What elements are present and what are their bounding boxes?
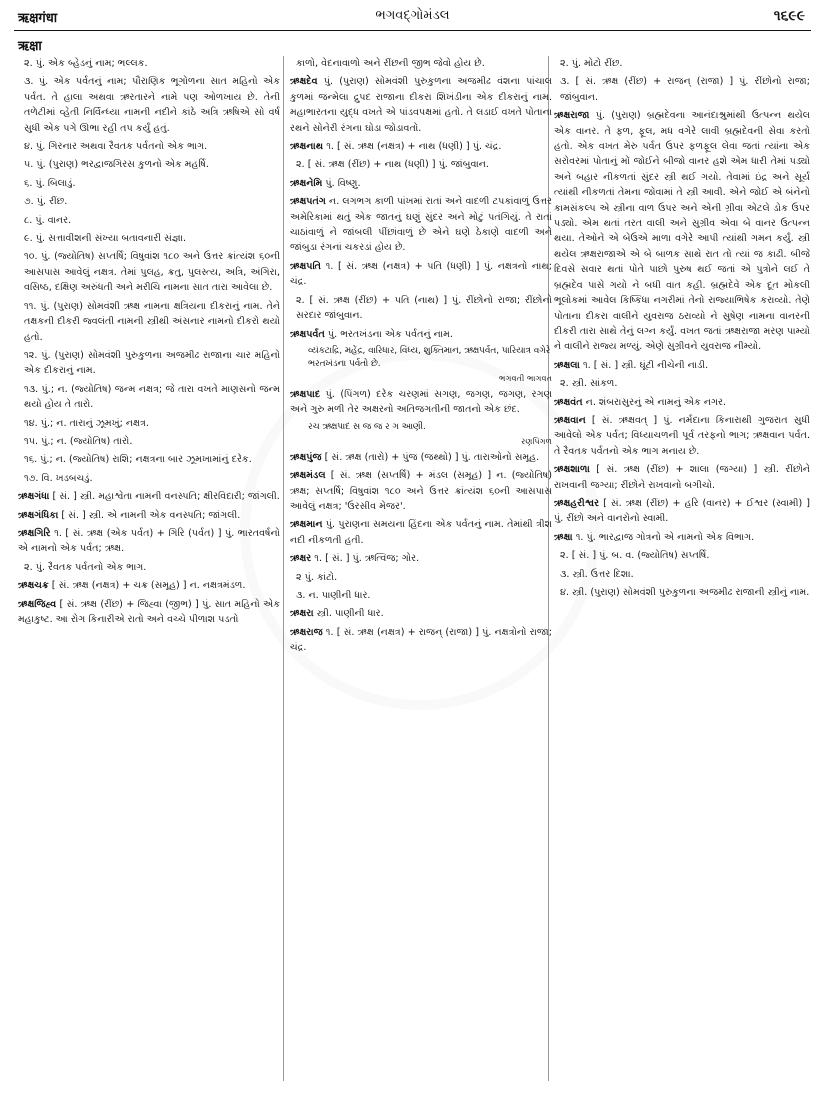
- entry-sense: [18, 157, 280, 172]
- headword: ઋક્ષજિહ્વ: [18, 598, 57, 610]
- definition-text: ૧. [ સં. ઋક્ષ (નક્ષત્ર) + નાથ (ધણી) ] પું. ચંદ્ર.: [323, 141, 502, 153]
- page-header: [0, 0, 825, 34]
- entry-sense: [18, 139, 280, 154]
- definition-text: ૨. [ સં. ] પું. બ. વ. (જ્યોતિષ) સપ્તર્ષિ.: [560, 550, 710, 562]
- column-3: [554, 56, 810, 1081]
- dictionary-entry: [290, 74, 552, 136]
- definition-text: ૧. પું. ભારદ્વાજ ગોત્રનો એ નામનો એક વિભાગ.: [572, 531, 755, 543]
- headword: ઋક્ષરા: [290, 608, 314, 620]
- dictionary-entry: [554, 108, 810, 355]
- headword: ઋક્ષરાજ: [290, 626, 323, 638]
- dictionary-entry: [290, 468, 552, 514]
- entry-sense: [18, 299, 280, 345]
- entry-sense: [18, 560, 280, 575]
- dictionary-entry: [290, 176, 552, 191]
- dictionary-title: ભગવદ્ગોમંડલ: [375, 8, 450, 23]
- definition-text: પું. ભરતખંડના એક પર્વતનું નામ.: [324, 328, 453, 340]
- definition-text: ૧૬. પું.; ન. (જ્યોતિષ) રાશિ; નક્ષત્રના બાર ઝૂમખામાંનું દરેક.: [24, 454, 252, 466]
- headword: ઋક્ષશાળા: [554, 464, 590, 476]
- definition-text: ૧૦. પું. (જ્યોતિષ) સપ્તર્ષિ; વિષુવાંશ ૧૮૦ અને ઉત્તર ક્રાંત્યંશ ૬૦ની આસપાસ આવેલું નક્ષત્ર. તેમાં પુલહ, ક્રતુ, પુલસ્ત્ય, અત્રિ, અંગિરા, વસિષ્ઠ, દક્ષિણ અરુંધતી અને મરીચિ નામના સાત તારા આવેલા છે.: [24, 251, 280, 294]
- definition-text: ૨. સ્ત્રી. સાંકળ.: [560, 378, 618, 390]
- dictionary-entry: [290, 139, 552, 154]
- definition-text: ૪. સ્ત્રી. (પુરાણ) સોમવંશી પુરુકુળના અજમીઢ રાજાની સ્ત્રીનું નામ.: [560, 587, 810, 598]
- dictionary-entry: [18, 578, 280, 593]
- column-1: [18, 56, 280, 1081]
- dictionary-entry: [290, 194, 552, 256]
- definition-text: ૧૭. વિ. ખડબચડું.: [24, 472, 93, 484]
- entry-sense: [554, 567, 810, 582]
- entry-sense: [290, 588, 552, 603]
- dictionary-entry: [18, 508, 280, 523]
- definition-text: ૭. પું. રીંછ.: [24, 196, 68, 208]
- dictionary-entry: [18, 489, 280, 504]
- definition-text: ૧૫. પું.; ન. (જ્યોતિષ) તારો.: [24, 435, 133, 447]
- dictionary-entry: [18, 597, 280, 628]
- headword: ઋક્ષનાથ: [290, 141, 324, 153]
- entry-sense: [554, 56, 810, 71]
- headword: ઋક્ષપતંગ: [290, 196, 326, 208]
- dictionary-entry: [290, 327, 552, 342]
- dictionary-entry: [554, 395, 810, 410]
- citation-quote: વ્યંકટાદ્રિ, મહેંદ્ર, વારિધાર, વિંધ્ય, શુક્તિમાન, ઋક્ષપર્વત, પારિયાત્ર વગેરે ભરતખંડના પર્વતો છે.: [308, 345, 551, 369]
- headword: ઋક્ષરાજા: [554, 110, 590, 122]
- entry-sense: [290, 293, 552, 324]
- headword: ઋક્ષપર્વત: [290, 328, 325, 340]
- entry-sense: [290, 570, 552, 585]
- definition-text: [ સં. ઋક્ષ (સપ્તર્ષિ) + મંડલ (સમૂહ) ] ન. (જ્યોતિષ) ઋક્ષ; સપ્તર્ષિ; વિષુવાંશ ૧૮૦ અને ઉત્તર ક્રાંત્યંશ ૬૦ની આસપાસ આવેલું નક્ષત્ર; 'ઉરસીવ મેજર'.: [290, 470, 552, 512]
- definition-text: ૯. પું. સત્તાવીશની સંખ્યા બતાવનારી સંજ્ઞા.: [24, 233, 187, 245]
- guide-word-left: ऋक्षगंधा: [18, 11, 58, 26]
- header-rule: [14, 30, 811, 31]
- entry-sense: [18, 176, 280, 191]
- definition-text: ન. શંબરાસુરનું એ નામનું એક નગર.: [582, 396, 727, 408]
- definition-text: ૫. પું. (પુરાણ) ભરદ્વાજગિરસ કુળનો એક મહર્ષિ.: [24, 159, 209, 171]
- definition-text: ૧૩. પું.; ન. (જ્યોતિષ) જન્મ નક્ષત્ર; જે તારા વખતે માણસનો જન્મ થયો હોય તે તારો.: [24, 383, 280, 411]
- headword: ઋક્ષગિરિ: [18, 527, 51, 539]
- entry-sense: [290, 157, 552, 172]
- column-2: [290, 56, 552, 1081]
- definition-text: ૩. ન. પાણીની ધાર.: [296, 589, 371, 601]
- definition-text: [ સં. ઋક્ષ (રીંછ) + શાલા (જગ્યા) ] સ્ત્રી. રીંછોને રાખવાની જગ્યા; રીંછોને રાખવાનો બગીચો.: [554, 464, 810, 491]
- definition-text: ૨ પું. કાંટો.: [296, 571, 338, 583]
- headword: ઋક્ષગંધિકા: [18, 509, 59, 521]
- definition-text: ૨. [ સં. ઋક્ષ (રીંછ) + નાથ (ધણી) ] પું. જાંબુવાન.: [296, 159, 489, 171]
- dictionary-entry: [554, 358, 810, 373]
- headword: ઋક્ષગંધા: [18, 491, 50, 503]
- dictionary-entry: [290, 387, 552, 418]
- dictionary-entry: [554, 413, 810, 459]
- dictionary-entry: [554, 530, 810, 545]
- dictionary-entry: [554, 496, 810, 527]
- headword: ઋક્ષવંત: [554, 396, 583, 408]
- definition-text: ૧૨. પું. (પુરાણ) સોમવંશી પુરુકુળના અજમીઢ રાજાના ચાર મહિનો એક દીકરાનું નામ.: [24, 349, 280, 377]
- definition-text: પું. (પુરાણ) સોમવંશી પુરુકુળના અજમીઢ વંશના પાંચાલ કુળમાં જન્મેલા દ્રુપદ રાજાના દીકરા શિખંડીના એક દીકરાનું નામ. મહાભારતના યુદ્ધ વખતે એ પાંડવપક્ષમાં હતો. તે લડાઈ વખતે પોતાના રથને સોનેરી રંગના ઘોડા જોડાવતો.: [290, 76, 552, 134]
- definition-text: ૧. [ સં. ઋક્ષ (એક પર્વત) + ગિરિ (પર્વત) ] પું. ભારતવર્ષનો એ નામનો એક પર્વત; ઋક્ષ.: [18, 527, 280, 555]
- headword: ઋક્ષદેવ: [290, 76, 318, 88]
- definition-text: ૧૪. પું.; ન. તારાનું ઝૂમખું; નક્ષત્ર.: [24, 417, 149, 429]
- definition-text: ૨. પું. મોટો રીંછ.: [560, 58, 623, 69]
- definition-text: ૬. પું. બિલાડું.: [24, 177, 76, 189]
- definition-text: ૧. [ સં. ઋક્ષ (નક્ષત્ર) + પતિ (ધણી) ] પું. નક્ષત્રનો નાથ; ચંદ્ર.: [290, 260, 552, 288]
- definition-text: [ સં. ] સ્ત્રી. મહાશ્વેતા નામની વનસ્પતિ; ક્ષીરવિદારી; જાંગલી.: [49, 491, 280, 503]
- headword: ઋક્ષચક્ર: [18, 580, 49, 592]
- entry-sense: [18, 213, 280, 228]
- definition-text: [ સં. ઋક્ષ (નક્ષત્ર) + ચક્ર (સમૂહ) ] ન. નક્ષત્રમંડળ.: [48, 580, 246, 592]
- entry-sense: [18, 434, 280, 449]
- headword: ઋક્ષલા: [554, 359, 580, 371]
- headword: ઋક્ષમાન: [290, 519, 323, 531]
- dictionary-entry: [290, 625, 552, 656]
- entry-sense: [554, 74, 810, 105]
- entry-sense: [18, 56, 280, 71]
- entry-sense: [554, 548, 810, 563]
- headword: ઋક્ષર: [290, 553, 312, 565]
- entry-sense: [554, 376, 810, 391]
- dictionary-columns: [18, 56, 810, 1081]
- entry-sense: [290, 56, 552, 71]
- definition-text: પું. વિષ્ણુ.: [322, 177, 361, 189]
- definition-text: ૧. [ સં. ] સ્ત્રી. ઘૂંટી નીચેની નાડી.: [579, 359, 709, 371]
- definition-text: [ સં. ઋક્ષ (તારો) + પુંજ (જથ્થો) ] પું. તારાઓનો સમૂહ.: [321, 451, 540, 463]
- entry-sense: [18, 249, 280, 295]
- definition-text: [ સં. ] સ્ત્રી. એ નામની એક વનસ્પતિ; જાંગલી.: [58, 509, 241, 521]
- definition-text: ૮. પું. વાનર.: [24, 214, 72, 226]
- page-number: ૧૬૯૯: [773, 8, 805, 24]
- definition-text: ૩. પું. એક પર્વતનું નામ; પૌરાણિક ભૂગોળના સાત મહિનો એક પર્વત. તે હાલા અથવા ઋરતારને નામે પણ ઓળખાય છે. તેની તળેટીમાં વ્હેતી નિર્વિન્ધ્યા નામની નદીને કાંઠે અત્રિ ઋષિએ સો વર્ષ સુધી એક પગે ઊભા રહી તપ કર્યું હતું.: [24, 76, 280, 134]
- headword: ઋક્ષવાન: [554, 414, 586, 426]
- entry-sense: [18, 74, 280, 136]
- definition-text: ન. લગભગ કાળી પાંખમાં રાતાં અને વાદળી ટપકાંવાળું ઉત્તર અમેરિકામાં થતું એક જાતનું ઘણું સુંદર અને મોટું પતંગિયું. તે રાતાં ચાઠાંવાળું ને જાંબલી પીંછાંવાળું છે એને ઘણે ઠેકાણે વાદળી અને જાંબુડા રંગનાં ચકરડાં હોય છે.: [290, 196, 552, 254]
- definition-text: ૧. [ સં. ] પું. ઋત્વિજ; ગોર.: [311, 553, 420, 565]
- dictionary-entry: [290, 606, 552, 621]
- definition-text: કાળો, વેદનાવાળો અને રીંછની જીભ જેવો હોય છે.: [296, 58, 485, 69]
- definition-text: ૨. [ સં. ઋક્ષ (રીંછ) + પતિ (નાથ) ] પું. રીંછોનો રાજા; રીંછોનો સરદાર જાંબુવાન.: [296, 294, 552, 322]
- entry-sense: [18, 348, 280, 379]
- entry-sense: [18, 471, 280, 486]
- dictionary-entry: [290, 551, 552, 566]
- definition-text: ૪. પું. ગિરનાર અથવા રૈવતક પર્વતનો એક ભાગ.: [24, 141, 208, 153]
- definition-text: ૧. [ સં. ઋક્ષ (નક્ષત્ર) + રાજન્ (રાજા) ] પું. નક્ષત્રોનો રાજા; ચંદ્ર.: [290, 626, 552, 654]
- definition-text: ૧૧. પું. (પુરાણ) સોમવંશી ઋક્ષ નામના ક્ષત્રિયના દીકરાનું નામ. તેને તક્ષકની દીકરી જ્વલંતી નામની સ્ત્રીથી અંસનાર નામનો દીકરો થયો હતો.: [24, 300, 280, 343]
- definition-text: ૨. પું. એક બ્હેડનું નામ; ભલ્લક.: [24, 58, 148, 69]
- entry-sense: [554, 585, 810, 600]
- headword: ઋક્ષા: [554, 531, 573, 543]
- dictionary-entry: [18, 526, 280, 557]
- definition-text: [ સં. ઋક્ષ (રીંછ) + હરિ (વાનર) + ઈશ્વર (સ્વામી) ] પું. રીંછો અને વાનરોનો સ્વામી.: [554, 497, 810, 525]
- definition-text: પું. પુરાણના સમયના હિંદના એક પર્વતનું નામ. તેમાંથી ત્રીશ નદી નીકળતી હતી.: [290, 519, 552, 546]
- definition-text: સ્ત્રી. પાણીની ધાર.: [313, 608, 384, 620]
- definition-text: ૩. સ્ત્રી. ઉત્તર દિશા.: [560, 568, 634, 580]
- definition-text: [ સં. ઋક્ષ (રીંછ) + જિહ્વા (જીભ) ] પું. સાત મહિનો એક મહાકુષ્ટ. આ રોગ કિનારીએ રાતો અને વચ્ચે પીળાશ પડતો: [18, 598, 280, 625]
- headword: ઋક્ષમંડલ: [290, 470, 326, 482]
- dictionary-entry: [290, 259, 552, 290]
- headword: ઋક્ષપતિ: [290, 260, 322, 272]
- entry-sense: [18, 382, 280, 413]
- entry-sense: [18, 231, 280, 246]
- entry-sense: [18, 452, 280, 467]
- headword: ઋક્ષનેમિ: [290, 177, 323, 189]
- definition-text: ૨. પું. રૈવતક પર્વતનો એક ભાગ.: [24, 561, 147, 573]
- headword: ઋક્ષપાદ: [290, 388, 321, 400]
- definition-text: ૩. [ સં. ઋક્ષ (રીંછ) + રાજન્ (રાજા) ] પું. રીંછોનો રાજા; જાંબુવાન.: [560, 76, 810, 103]
- citation-quote: રચ ઋક્ષપાદ સ જ જ ર ગ આણી.: [308, 421, 426, 432]
- dictionary-entry: [290, 450, 552, 465]
- definition-text: [ સં. ઋક્ષવત્ ] પું. નર્મદાના કિનારાથી ગુજરાત સુધી આવેલો એક પર્વત; વિધ્યાચળની પૂર્વ તરફનો ભાગ; ઋક્ષવાન પર્વત. તે રૈવતક પર્વતનો એક ભાગ મનાય છે.: [554, 414, 810, 457]
- definition-text: પું. (પિંગળ) દરેક ચરણમાં સગણ, જગણ, જગણ, રગણ અને ગુરુ મળી તેર અક્ષરનો અતિજગતીની જાતનો એક છંદ.: [290, 388, 552, 416]
- guide-word-sub: ऋक्षा: [18, 39, 42, 54]
- entry-sense: [18, 416, 280, 431]
- entry-sense: [18, 194, 280, 209]
- definition-text: પું. (પુરાણ) બ્રહ્મદેવના આનંદાશ્રુમાંથી ઉત્પન્ન થયેલ એક વાનર. તે ફળ, ફૂલ, મધ વગેરે લાવી બ્રહ્મદેવની સેવા કરતો હતો. એક વખત મેરુ પર્વત ઉપર ફળફૂલ લેવા જતાં ત્યાંના એક સરોવરમાં પોતાનું મોં જોઈને બીજો વાનર હશે એમ ધારી તેમાં પડ્યો અને બહાર નીકળતાં સુંદર સ્ત્રી થઈ ગયો. તેવામાં ઇંદ્ર અને સૂર્ય ત્યાંથી નીકળતાં તેમના જોવામાં તે સ્ત્રી આવી. એને જોઈ એ બંનેનો કામસંકલ્પ એ સ્ત્રીના વાળ ઉપર અને એની ગ્રીવા એટલે ડોક ઉપર પડ્યો. એમ થતાં તરત વાલી અને સુગ્રીવ એવા બે વાનર ઉત્પન્ન થયા. તેઓને એ બેઉએ માળા વગેરે આપી ત્યાંથી ગમન કર્યું. સ્ત્રી થયેલ ઋક્ષરાજાએ એ બે બાળક સાથે રાત તો ત્યાં જ કાઢી. બીજે દિવસે સવાર થતાં પોતે પાછો પુરુષ થઈ જતાં એ પુત્રોને લઈ તે બ્રહ્મદેવ પાસે ગયો ને બધી વાત કહી. બ્રહ્મદેવે એક દૂત મોકલી ભૂલોકમાં આવેલ કિષ્કિંધા નગરીમાં તેનો રાજ્યાભિષેક કરાવ્યો. તેણે પોતાના દીકરા વાલીને યુવરાજ ઠરાવ્યો ને સુષેણ નામના વાનરની દીકરી તારા સાથે તેનું લગ્ન કર્યું. વખત જતાં ઋક્ષરાજા મરણ પામ્યો ને વાલીને રાજ્ય મળ્યું. એણે સુગ્રીવને યુવરાજ નીમ્યો.: [554, 110, 810, 353]
- citation-source: રણપિંગળ: [521, 435, 552, 446]
- headword: ઋક્ષહરીશ્વર: [554, 497, 600, 509]
- dictionary-entry: [290, 517, 552, 548]
- headword: ઋક્ષપુંજ: [290, 451, 322, 463]
- dictionary-entry: [554, 462, 810, 493]
- citation-source: ભગવતી ભાગવત: [498, 372, 552, 383]
